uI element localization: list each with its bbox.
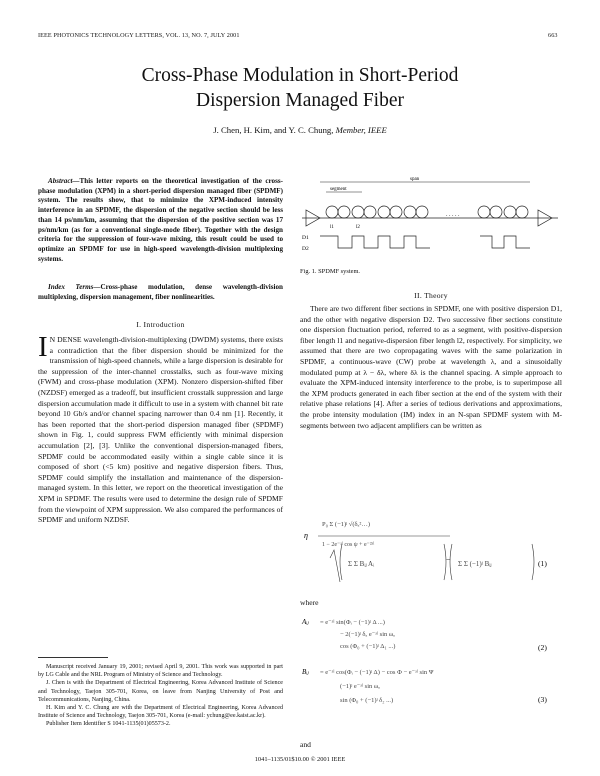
svg-text:sin (Φ₀ + (−1)ʲ δ₂ ...): sin (Φ₀ + (−1)ʲ δ₂ ...) — [340, 697, 394, 704]
dispersion-profile — [320, 236, 430, 248]
equation-1 — [300, 510, 562, 590]
svg-text:Σ Σ Bᵢⱼ Aᵢ: Σ Σ Bᵢⱼ Aᵢ — [348, 560, 375, 568]
segment-label: segment — [330, 187, 347, 192]
abstract — [38, 177, 283, 264]
theory-body — [300, 304, 562, 431]
abstract-label: Abstract— — [48, 177, 80, 185]
svg-text:(−1)ʲ e⁻ᵃˡ sin ωₐ: (−1)ʲ e⁻ᵃˡ sin ωₐ — [340, 683, 380, 690]
svg-text:= e⁻ᵃˡ cos(Φᵢ − (−1)ʲ Δ) − cos: = e⁻ᵃˡ cos(Φᵢ − (−1)ʲ Δ) − cos Φ − e⁻ᵃˡ sin Ψ — [320, 669, 434, 676]
intro-text: N DENSE wavelength-division-multiplexing (DWDM) systems, there exists a contradiction that the fiber dispersion should be minimized for the transmission of high-speed channels, while a large dispersion is desirable for the suppression of the inter-channel crosstalks, such as four-wave mixing (FWM) and cross-phase modulation (XPM). Nonzero dispersion-shifted fiber (NZDSF) emerged as a tradeoff, but insufficient crosstalk suppression and large dispersion accumulation made it difficult to use in a system with channel bit rate beyond 10 Gb/s and/or channel spacing narrower than 0.4 nm [1]. Recently, it has been reported that the short-period dispersion managed fiber (SPDMF) shown in Fig. 1, could suppress FWM efficiently with minimal dispersion accumulation [2], [3]. Unlike the conventional dispersion-managed fibers, SPDMF could be accommodated easily within a single cable since it is composed of short (<5 km) positive and negative dispersion fibers. Thus, SPDMF could simplify the installation and maintenance of the dispersion-managed system. In this letter, we report on the theoretical investigation of the XPM in SPDMF. The results were used to determine the design rule of SPDMF from the viewpoint of XPM suppression. We also compared the performances of SPDMF and uniform NZDSF. — [38, 335, 283, 525]
index-label: Index Terms— — [48, 283, 101, 291]
theory-text: There are two different fiber sections in SPDMF, one with positive dispersion D1, and the other with negative dispersion D2. Two successive fiber sections constitute one dispersion fluctuation period, referred to as a segment, with positive-dispersion fiber length l1 and negative-dispersion fiber length l2, respectively. For simplicity, we assumed that there are two copropagating waves with the same polarization in SPDMF, a continuous-wave (CW) probe at wavelength λ, and a sinusoidally modulated pump at λ − δλ, where δλ is the channel spacing. A simple approach to evaluate the XPM-induced intensity interference to the probe, is to superimpose all the XPM products generated in each fiber section at the end of the system with their relative phase relations [4]. After a series of tedious derivations and approximations, the probe intensity modulation (IM) index in an N-span SPDMF system with M-segments between two adjacent amplifiers can be written as — [300, 304, 562, 430]
intro-heading: I. Introduction — [136, 320, 185, 329]
index-terms — [38, 283, 283, 302]
svg-text:Σ Σ (−1)ʲ Bᵢⱼ: Σ Σ (−1)ʲ Bᵢⱼ — [458, 560, 492, 568]
svg-text:−: − — [446, 555, 451, 564]
footnote-rule — [38, 657, 108, 658]
abstract-text: This letter reports on the theoretical investigation of the cross-phase modulation (XPM) in a short-period dispersion managed fiber (SPDMF) system. The results show, that to minimize the XPM-induced intensity interference in an SPDMF, the dispersion of the negative section should be less than 14 ps/nm/km, assuming that the dispersion of the positive section was 17 ps/nm/km (as for a conventional single-mode fiber). Together with the design criteria for the suppression of four-wave mixing, this result could be used to optimize an SPDMF for use in high-speed wavelength-division multiplexing systems. — [38, 177, 283, 263]
copyright-footer: 1041–1135/01$10.00 © 2001 IEEE — [254, 756, 346, 763]
figure-spdmf-diagram — [300, 172, 562, 262]
footnotes — [38, 663, 283, 729]
and-text: and — [300, 740, 311, 749]
fiber-coils — [326, 206, 528, 218]
index-text: Cross-phase modulation, dense wavelength-division multiplexing, dispersion management, fiber nonlinearities. — [38, 283, 283, 301]
where-text: where — [300, 598, 319, 607]
equations-2-3 — [300, 612, 562, 732]
svg-text:P₀ Σ (−1)ʲ √(δₐ²…): P₀ Σ (−1)ʲ √(δₐ²…) — [322, 521, 370, 528]
span-label: span — [410, 177, 420, 182]
footnote-kim-chung: H. Kim and Y. C. Chung are with the Department of Electrical Engineering, Korea Advanced Institute of Science and Technology, Taejon 305-701, Korea (e-mail: ychung@ee.kaist.ac.kr). — [38, 705, 283, 720]
eq2-number: (2) — [538, 643, 547, 652]
d1-label: D1 — [302, 235, 309, 241]
paper-title — [0, 63, 600, 113]
title-line-1: Cross-Phase Modulation in Short-Period — [141, 65, 459, 86]
svg-text:. . . . .: . . . . . — [446, 212, 460, 218]
figure-caption: Fig. 1. SPDMF system. — [300, 268, 361, 275]
eq1-number: (1) — [538, 559, 547, 568]
footnote-received: Manuscript received January 19, 2001; revised April 9, 2001. This work was supported in part by LG Cable and the NRL Program of Ministry of Science and Technology. — [38, 664, 283, 679]
author-names: J. Chen, H. Kim, and Y. C. Chung, — [213, 125, 334, 135]
drop-cap: I — [38, 331, 48, 363]
l2-label: l2 — [356, 225, 360, 230]
authors — [0, 125, 600, 135]
svg-text:η: η — [304, 531, 308, 540]
svg-text:− 2(−1)ʲ δₐ e⁻ᵃˡ sin ωₐ: − 2(−1)ʲ δₐ e⁻ᵃˡ sin ωₐ — [340, 631, 395, 638]
l1-label: l1 — [330, 225, 334, 230]
svg-text:= e⁻ᵃˡ sin(Φᵢ − (−1)ʲ Δ ...): = e⁻ᵃˡ sin(Φᵢ − (−1)ʲ Δ ...) — [320, 619, 385, 626]
footnote-chen: J. Chen is with the Department of Electrical Engineering, Korea Advanced Institute of Science and Technology, Taejon 305-701, Korea, on leave from Nanjing University of Post and Telecommunications, Nanjing, China. — [38, 680, 283, 703]
author-role: Member, IEEE — [335, 125, 387, 135]
intro-body — [38, 331, 283, 526]
svg-text:cos (Φ₀ + (−1)ʲ Δ₁ ...): cos (Φ₀ + (−1)ʲ Δ₁ ...) — [340, 643, 396, 650]
running-header: IEEE PHOTONICS TECHNOLOGY LETTERS, VOL. 13, NO. 7, JULY 2001 — [38, 32, 240, 39]
footnote-publisher: Publisher Item Identifier S 1041-1135(01)05573-2. — [46, 721, 171, 728]
svg-text:Bᵢⱼ: Bᵢⱼ — [302, 668, 309, 676]
svg-text:Aᵢⱼ: Aᵢⱼ — [302, 618, 309, 626]
title-line-2: Dispersion Managed Fiber — [196, 90, 404, 111]
d2-label: D2 — [302, 246, 309, 252]
theory-heading: II. Theory — [414, 291, 448, 300]
svg-text:1 − 2e⁻ᵃˡ cos ψ + e⁻²ᵃˡ: 1 − 2e⁻ᵃˡ cos ψ + e⁻²ᵃˡ — [322, 542, 375, 548]
eq3-number: (3) — [538, 695, 547, 704]
page-number: 663 — [548, 32, 558, 39]
